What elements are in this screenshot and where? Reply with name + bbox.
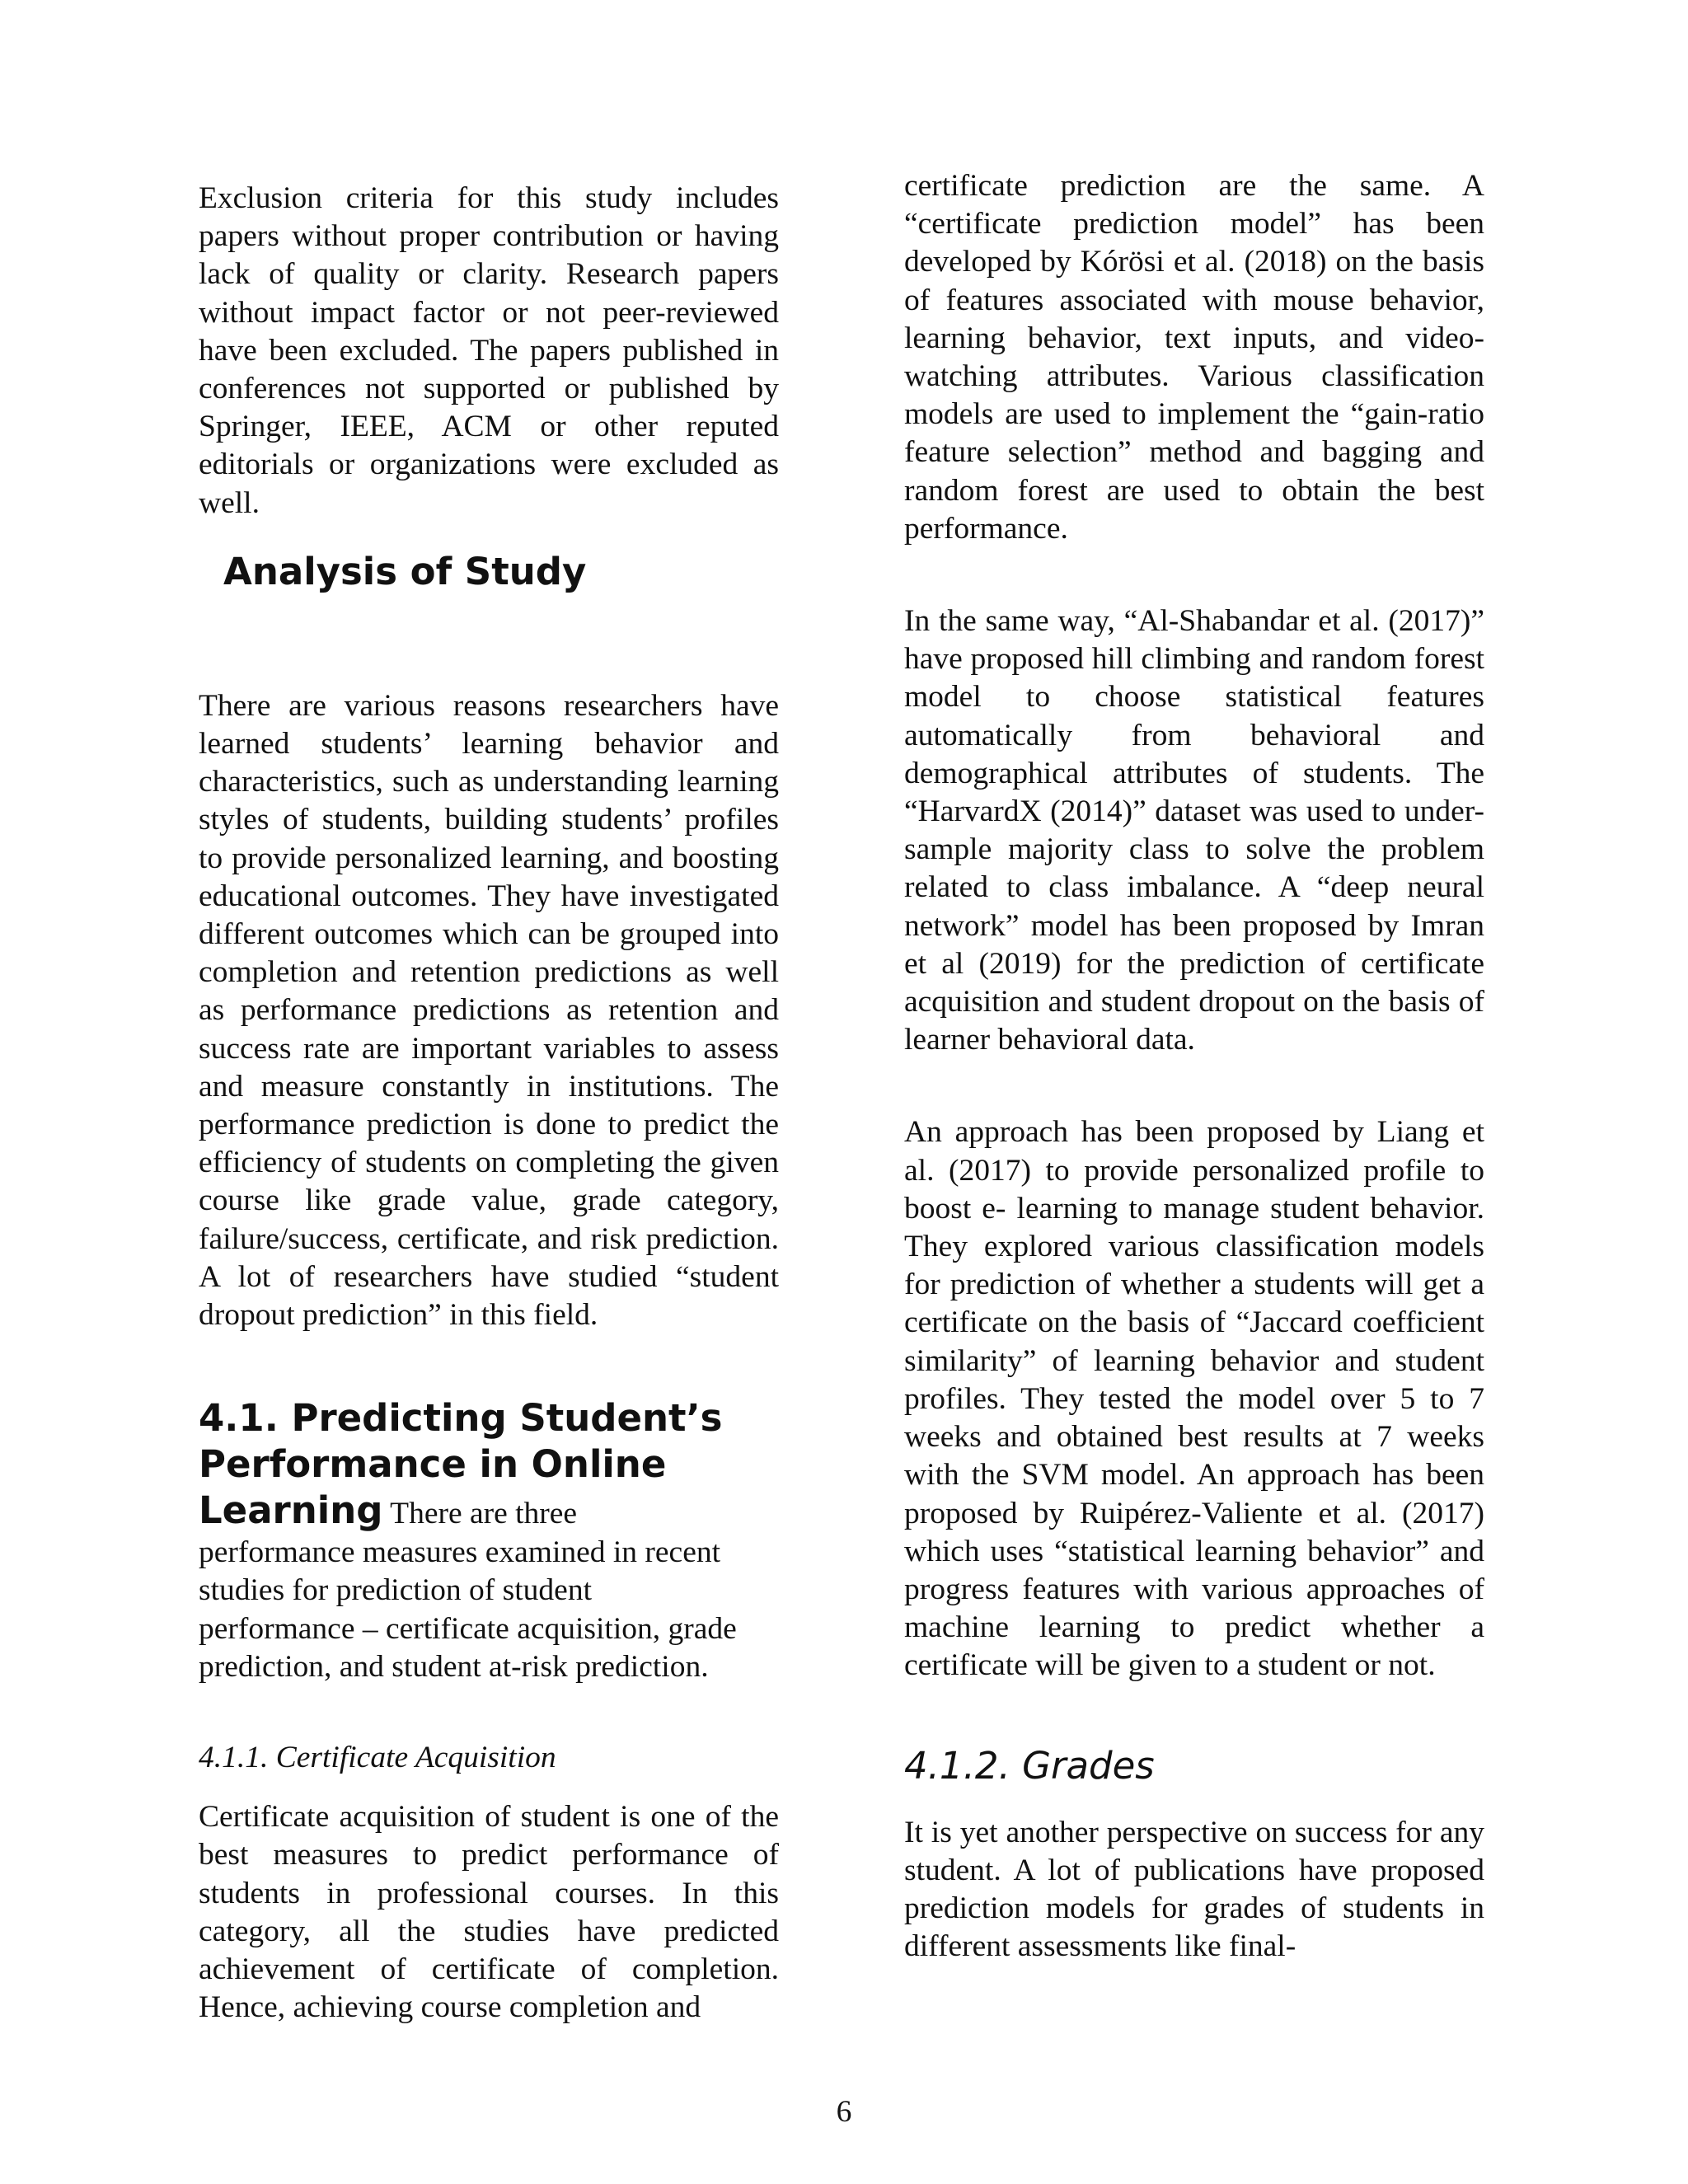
subsection-heading-line-3: Learning	[199, 1488, 383, 1533]
section-heading-analysis: Analysis of Study	[223, 549, 587, 593]
exclusion-paragraph: Exclusion criteria for this study includes papers without proper contribution or having lack of quality or clarity. Research papers without impact factor or not peer-reviewed have been excluded. The papers published in conferences not supported or published by Springer, IEEE, ACM or other reputed editorials or organizations were excluded as well.	[199, 181, 779, 520]
grades-heading: 4.1.2. Grades	[904, 1743, 1155, 1788]
subsection-heading-line-1: 4.1. Predicting Student’s	[199, 1396, 723, 1441]
left-column	[199, 180, 779, 2027]
subsection-heading-line-2: Performance in Online	[199, 1442, 667, 1487]
subsubsection-heading-certificate: 4.1.1. Certificate Acquisition	[199, 1741, 556, 1775]
subsection-4-1	[199, 1395, 779, 1686]
paragraph-gap	[904, 1059, 1484, 1113]
subsection-run-in-text: There are three	[390, 1497, 578, 1531]
right-paragraph-2: In the same way, “Al-Shabandar et al. (2017)” have proposed hill climbing and random forest model to choose statistical features automatically from behavioral and demographical attributes of students. The “HarvardX (2014)” dataset was used to under-sample majority class to solve the problem related to class imbalance. A “deep neural network” model has been proposed by Imran et al (2019) for the prediction of certificate acquisition and student dropout on the basis of learner behavioral data.	[904, 604, 1484, 1057]
grades-paragraph: It is yet another perspective on success for any student. A lot of publications have proposed prediction models for grades of students in different assessments like final-	[904, 1815, 1484, 1964]
paragraph-gap	[904, 548, 1484, 602]
right-paragraph-1: certificate prediction are the same. A “certificate prediction model” has been developed by Kórösi et al. (2018) on the basis of features associated with mouse behavior, learning behavior, text inputs, and video-watching attributes. Various classification models are used to implement the “gain-ratio feature selection” method and bagging and random forest are used to obtain the best performance.	[904, 169, 1484, 546]
analysis-paragraph: There are various reasons researchers have learned students’ learning behavior and characteristics, such as understanding learning styles of students, building students’ profiles to provide personalized learning, and boosting educational outcomes. They have investigated different outcomes which can be grouped into completion and retention predictions as well as performance predictions as retention and success rate are important variables to assess and measure constantly in institutions. The performance prediction is done to predict the efficiency of students on completing the given course like grade value, grade category, failure/success, certificate, and risk prediction. A lot of researchers have studied “student dropout prediction” in this field.	[199, 688, 779, 1333]
certificate-paragraph: Certificate acquisition of student is one of the best measures to predict performance of students in professional courses. In this category, all the studies have predicted achievement of certificate of completion. Hence, achieving course completion and	[199, 1800, 779, 2025]
right-paragraph-3: An approach has been proposed by Liang et al. (2017) to provide personalized profile to boost e- learning to manage student behavior. They explored various classification models for prediction of whether a students will get a certificate on the basis of “Jaccard coefficient similarity” of learning behavior and student profiles. They tested the model over 5 to 7 weeks and obtained best results at 7 weeks with the SVM model. An approach has been proposed by Ruipérez-Valiente et al. (2017) which uses “statistical learning behavior” and progress features with various approaches of machine learning to predict whether a certificate will be given to a student or not.	[904, 1115, 1484, 1683]
subsection-heading-line-3-wrapper	[199, 1488, 779, 1534]
right-column	[904, 167, 1484, 1966]
subsection-text: performance measures examined in recent studies for prediction of student performance – certificate acquisition, grade prediction, and student at-risk prediction.	[199, 1535, 737, 1684]
page-number: 6	[836, 2095, 852, 2129]
